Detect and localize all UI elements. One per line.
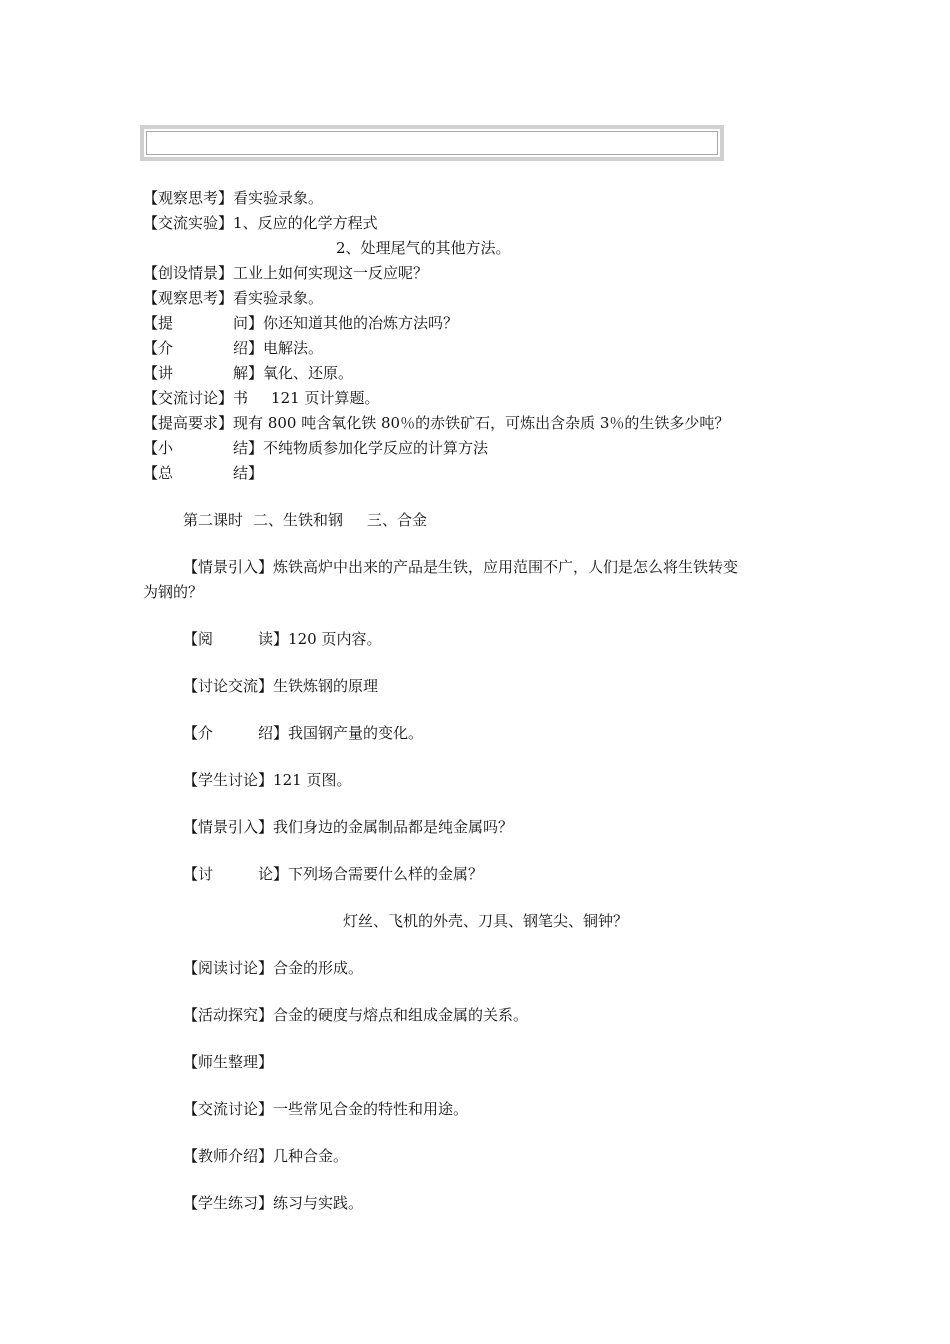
line-scene-intro-2: 【情景引入】我们身边的金属制品都是纯金属吗？ — [183, 818, 514, 836]
line-summary-small: 【小 结】不纯物质参加化学反应的计算方法 — [143, 439, 489, 457]
line-exchange-experiment-2: 2、处理尾气的其他方法。 — [336, 239, 511, 257]
line-discuss: 【讨 论】下列场合需要什么样的金属？ — [183, 865, 484, 883]
line-summary-total: 【总 结】 — [143, 464, 264, 482]
line-teacher-introduce: 【教师介绍】几种合金。 — [183, 1147, 349, 1165]
line-observe-2: 【观察思考】看实验录象。 — [143, 289, 324, 307]
line-teacher-student-organize: 【师生整理】 — [183, 1053, 274, 1071]
empty-text-box — [140, 125, 724, 161]
line-discussion-exchange: 【讨论交流】生铁炼钢的原理 — [183, 677, 379, 695]
line-introduce-1: 【介 绍】电解法。 — [143, 339, 324, 357]
intro-line-2: 为钢的？ — [143, 583, 204, 601]
line-raise-requirement: 【提高要求】现有 800 吨含氧化铁 80％的赤铁矿石，可炼出含杂质 3％的生铁多少吨？ — [143, 414, 730, 432]
line-question: 【提 问】你还知道其他的冶炼方法吗？ — [143, 314, 459, 332]
line-exchange-experiment: 【交流实验】1、反应的化学方程式 — [143, 214, 378, 232]
line-explain: 【讲 解】氧化、还原。 — [143, 364, 354, 382]
line-introduce-2: 【介 绍】我国钢产量的变化。 — [183, 724, 424, 742]
section-heading: 第二课时 二、生铁和钢 三、合金 — [183, 511, 428, 529]
line-observe-1: 【观察思考】看实验录象。 — [143, 189, 324, 207]
line-exchange-discussion-2: 【交流讨论】一些常见合金的特性和用途。 — [183, 1100, 469, 1118]
line-exchange-discussion-1: 【交流讨论】书 121 页计算题。 — [143, 389, 380, 407]
line-create-scene: 【创设情景】工业上如何实现这一反应呢？ — [143, 264, 429, 282]
line-student-discussion: 【学生讨论】121 页图。 — [183, 771, 352, 789]
line-discuss-items: 灯丝、飞机的外壳、刀具、钢笔尖、铜钟？ — [343, 912, 629, 930]
empty-text-box-inner — [146, 131, 718, 155]
line-activity-explore: 【活动探究】合金的硬度与熔点和组成金属的关系。 — [183, 1006, 529, 1024]
line-read-discuss: 【阅读讨论】合金的形成。 — [183, 959, 364, 977]
line-read: 【阅 读】120 页内容。 — [183, 630, 382, 648]
line-student-practice: 【学生练习】练习与实践。 — [183, 1194, 364, 1212]
intro-line-1: 【情景引入】炼铁高炉中出来的产品是生铁，应用范围不广，人们是怎么将生铁转变 — [183, 558, 739, 576]
